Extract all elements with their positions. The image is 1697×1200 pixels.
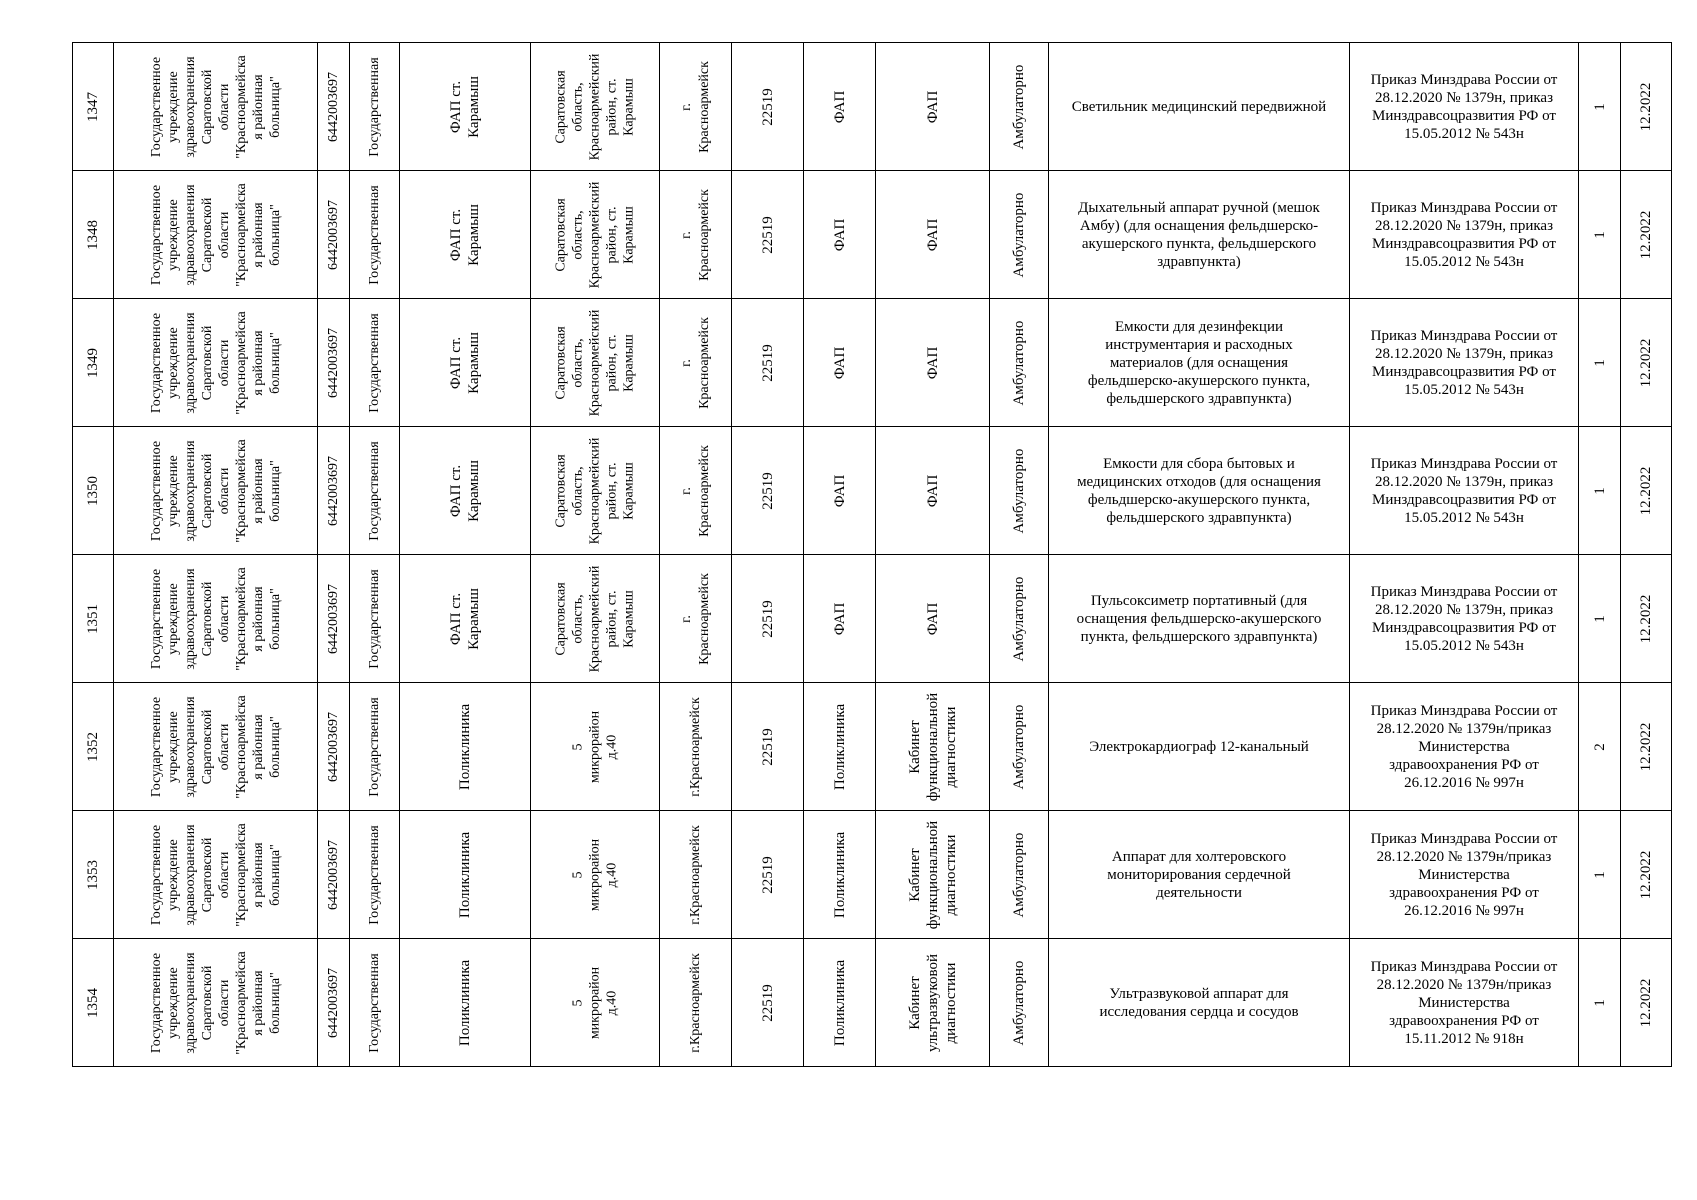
- code-cell: [732, 683, 804, 811]
- unit-cell: [804, 299, 876, 427]
- quantity-cell: [1579, 299, 1621, 427]
- regulation-order-text: Приказ Минздрава России от 28.12.2020 № 1379н, приказ Минздравсоцразвития РФ от 15.05.2012 № 543н: [1370, 455, 1558, 526]
- regulation-order-cell: [1350, 683, 1579, 811]
- quantity-text: 1: [1591, 614, 1608, 623]
- organization-cell: [114, 171, 318, 299]
- facility-text: ФАП ст. Карамыш: [448, 203, 482, 266]
- organization-text: Государственное учреждение здравоохранения Саратовской области "Красноармейска я районная больница": [148, 310, 283, 415]
- code-text: 22519: [759, 599, 776, 638]
- date-cell: [1621, 427, 1672, 555]
- ownership-cell: [350, 683, 400, 811]
- equipment-name-text: Пульсоксиметр портативный (для оснащения фельдшерско-акушерского пункта, фельдшерского здравпункта): [1076, 592, 1322, 645]
- regulation-order-cell: [1350, 43, 1579, 171]
- inn-text: 6442003697: [325, 839, 341, 910]
- ownership-text: Государственная: [366, 312, 382, 413]
- table-row: [73, 555, 1672, 683]
- table-row: [73, 939, 1672, 1067]
- facility-cell: [400, 43, 531, 171]
- address-text: Саратовская область, Красноармейский район, ст. Карамыш: [553, 437, 637, 544]
- city-text: г. Красноармейск: [678, 188, 712, 281]
- address-text: Саратовская область, Красноармейский район, ст. Карамыш: [553, 309, 637, 416]
- regulation-order-cell: [1350, 555, 1579, 683]
- room-text: Кабинет функциональной диагностики: [906, 820, 959, 929]
- date-text: 12.2022: [1638, 466, 1654, 515]
- inn-cell: [318, 427, 350, 555]
- regulation-order-cell: [1350, 299, 1579, 427]
- care-type-text: Амбулаторно: [1011, 448, 1027, 533]
- inn-text: 6442003697: [325, 327, 341, 398]
- date-cell: [1621, 171, 1672, 299]
- city-text: г. Красноармейск: [678, 60, 712, 153]
- city-cell: [660, 683, 732, 811]
- record-number-cell: [73, 939, 114, 1067]
- address-cell: [531, 427, 660, 555]
- organization-cell: [114, 427, 318, 555]
- care-type-cell: [990, 683, 1049, 811]
- quantity-cell: [1579, 427, 1621, 555]
- city-text: г. Красноармейск: [678, 572, 712, 665]
- quantity-cell: [1579, 171, 1621, 299]
- record-number-text: 1353: [85, 859, 101, 890]
- address-cell: [531, 555, 660, 683]
- record-number-cell: [73, 299, 114, 427]
- code-text: 22519: [759, 343, 776, 382]
- code-text: 22519: [759, 215, 776, 254]
- facility-text: ФАП ст. Карамыш: [448, 587, 482, 650]
- care-type-text: Амбулаторно: [1011, 576, 1027, 661]
- organization-text: Государственное учреждение здравоохранения Саратовской области "Красноармейска я районная больница": [148, 438, 283, 543]
- equipment-name-text: Аппарат для холтеровского мониторирования сердечной деятельности: [1107, 848, 1291, 901]
- organization-text: Государственное учреждение здравоохранения Саратовской области "Красноармейска я районная больница": [148, 822, 283, 927]
- city-cell: [660, 43, 732, 171]
- address-cell: [531, 683, 660, 811]
- address-cell: [531, 299, 660, 427]
- equipment-name-text: Емкости для дезинфекции инструментария и расходных материалов (для оснащения фельдшерско-акушерского пункта, фельдшерского здравпункта): [1087, 318, 1311, 407]
- unit-text: Поликлиника: [831, 959, 848, 1046]
- ownership-text: Государственная: [366, 440, 382, 541]
- ownership-cell: [350, 811, 400, 939]
- ownership-text: Государственная: [366, 568, 382, 669]
- unit-text: ФАП: [831, 602, 848, 635]
- care-type-text: Амбулаторно: [1011, 704, 1027, 789]
- city-text: г.Красноармейск: [687, 952, 703, 1053]
- quantity-text: 2: [1591, 742, 1608, 751]
- ownership-text: Государственная: [366, 696, 382, 797]
- care-type-cell: [990, 43, 1049, 171]
- city-cell: [660, 427, 732, 555]
- room-text: ФАП: [924, 346, 941, 379]
- care-type-text: Амбулаторно: [1011, 960, 1027, 1045]
- organization-text: Государственное учреждение здравоохранения Саратовской области "Красноармейска я районная больница": [148, 694, 283, 799]
- code-cell: [732, 171, 804, 299]
- code-cell: [732, 811, 804, 939]
- equipment-name-text: Светильник медицинский передвижной: [1071, 98, 1327, 115]
- regulation-order-text: Приказ Минздрава России от 28.12.2020 № 1379н/приказ Министерства здравоохранения РФ от 26.12.2016 № 997н: [1370, 702, 1558, 791]
- care-type-text: Амбулаторно: [1011, 832, 1027, 917]
- equipment-name-text: Электрокардиограф 12-канальный: [1089, 738, 1309, 755]
- equipment-name-cell: [1049, 43, 1350, 171]
- code-cell: [732, 427, 804, 555]
- date-text: 12.2022: [1638, 850, 1654, 899]
- care-type-cell: [990, 171, 1049, 299]
- care-type-text: Амбулаторно: [1011, 192, 1027, 277]
- code-cell: [732, 939, 804, 1067]
- unit-cell: [804, 171, 876, 299]
- regulation-order-cell: [1350, 171, 1579, 299]
- room-cell: [876, 683, 990, 811]
- city-text: г. Красноармейск: [678, 316, 712, 409]
- equipment-name-cell: [1049, 299, 1350, 427]
- address-cell: [531, 171, 660, 299]
- inn-cell: [318, 171, 350, 299]
- room-text: Кабинет ультразвуковой диагностики: [906, 953, 959, 1052]
- date-cell: [1621, 939, 1672, 1067]
- ownership-cell: [350, 43, 400, 171]
- regulation-order-cell: [1350, 427, 1579, 555]
- date-text: 12.2022: [1638, 210, 1654, 259]
- room-text: ФАП: [924, 90, 941, 123]
- equipment-name-cell: [1049, 171, 1350, 299]
- equipment-name-cell: [1049, 683, 1350, 811]
- quantity-cell: [1579, 939, 1621, 1067]
- date-cell: [1621, 555, 1672, 683]
- table-row: [73, 427, 1672, 555]
- inn-cell: [318, 939, 350, 1067]
- facility-cell: [400, 683, 531, 811]
- room-cell: [876, 555, 990, 683]
- facility-cell: [400, 171, 531, 299]
- facility-cell: [400, 811, 531, 939]
- record-number-text: 1347: [85, 91, 101, 122]
- facility-cell: [400, 299, 531, 427]
- code-text: 22519: [759, 983, 776, 1022]
- facility-cell: [400, 555, 531, 683]
- city-text: г.Красноармейск: [687, 696, 703, 797]
- unit-cell: [804, 427, 876, 555]
- equipment-name-text: Дыхательный аппарат ручной (мешок Амбу) (для оснащения фельдшерско- акушерского пункта, фельдшерского здравпункта): [1078, 199, 1320, 270]
- code-cell: [732, 555, 804, 683]
- inn-text: 6442003697: [325, 711, 341, 782]
- organization-text: Государственное учреждение здравоохранения Саратовской области "Красноармейска я районная больница": [148, 566, 283, 671]
- room-text: Кабинет функциональной диагностики: [906, 692, 959, 801]
- address-cell: [531, 811, 660, 939]
- record-number-text: 1348: [85, 219, 101, 250]
- organization-cell: [114, 683, 318, 811]
- address-text: 5 микрорайон д.40: [570, 966, 620, 1039]
- table-row: [73, 683, 1672, 811]
- unit-text: Поликлиника: [831, 831, 848, 918]
- code-text: 22519: [759, 727, 776, 766]
- unit-cell: [804, 683, 876, 811]
- inn-text: 6442003697: [325, 455, 341, 526]
- unit-cell: [804, 939, 876, 1067]
- ownership-text: Государственная: [366, 184, 382, 285]
- regulation-order-text: Приказ Минздрава России от 28.12.2020 № 1379н/приказ Министерства здравоохранения РФ от 15.11.2012 № 918н: [1370, 958, 1558, 1047]
- facility-text: Поликлиника: [457, 831, 473, 918]
- code-text: 22519: [759, 87, 776, 126]
- organization-text: Государственное учреждение здравоохранения Саратовской области "Красноармейска я районная больница": [148, 54, 283, 159]
- inn-text: 6442003697: [325, 583, 341, 654]
- regulation-order-cell: [1350, 939, 1579, 1067]
- regulation-order-text: Приказ Минздрава России от 28.12.2020 № 1379н, приказ Минздравсоцразвития РФ от 15.05.2012 № 543н: [1370, 199, 1558, 270]
- regulation-order-text: Приказ Минздрава России от 28.12.2020 № 1379н, приказ Минздравсоцразвития РФ от 15.05.2012 № 543н: [1370, 583, 1558, 654]
- room-cell: [876, 939, 990, 1067]
- date-text: 12.2022: [1638, 978, 1654, 1027]
- address-text: Саратовская область, Красноармейский район, ст. Карамыш: [553, 181, 637, 288]
- ownership-cell: [350, 939, 400, 1067]
- unit-text: ФАП: [831, 346, 848, 379]
- room-cell: [876, 427, 990, 555]
- equipment-name-cell: [1049, 427, 1350, 555]
- record-number-text: 1351: [85, 603, 101, 634]
- quantity-cell: [1579, 683, 1621, 811]
- inn-text: 6442003697: [325, 199, 341, 270]
- record-number-text: 1349: [85, 347, 101, 378]
- quantity-text: 1: [1591, 486, 1608, 495]
- facility-text: Поликлиника: [457, 703, 473, 790]
- ownership-cell: [350, 555, 400, 683]
- unit-cell: [804, 43, 876, 171]
- inn-text: 6442003697: [325, 71, 341, 142]
- care-type-cell: [990, 427, 1049, 555]
- inn-cell: [318, 43, 350, 171]
- code-cell: [732, 43, 804, 171]
- address-cell: [531, 939, 660, 1067]
- record-number-cell: [73, 43, 114, 171]
- ownership-cell: [350, 427, 400, 555]
- table-row: [73, 299, 1672, 427]
- city-cell: [660, 171, 732, 299]
- quantity-text: 1: [1591, 230, 1608, 239]
- city-text: г. Красноармейск: [678, 444, 712, 537]
- address-cell: [531, 43, 660, 171]
- unit-cell: [804, 811, 876, 939]
- record-number-cell: [73, 427, 114, 555]
- facility-cell: [400, 939, 531, 1067]
- room-text: ФАП: [924, 218, 941, 251]
- date-cell: [1621, 299, 1672, 427]
- equipment-name-cell: [1049, 939, 1350, 1067]
- equipment-name-cell: [1049, 555, 1350, 683]
- date-text: 12.2022: [1638, 722, 1654, 771]
- room-cell: [876, 811, 990, 939]
- organization-text: Государственное учреждение здравоохранения Саратовской области "Красноармейска я районная больница": [148, 950, 283, 1055]
- city-text: г.Красноармейск: [687, 824, 703, 925]
- address-text: 5 микрорайон д.40: [570, 710, 620, 783]
- inn-cell: [318, 683, 350, 811]
- date-text: 12.2022: [1638, 82, 1654, 131]
- quantity-cell: [1579, 43, 1621, 171]
- organization-cell: [114, 299, 318, 427]
- care-type-cell: [990, 939, 1049, 1067]
- organization-cell: [114, 555, 318, 683]
- regulation-order-text: Приказ Минздрава России от 28.12.2020 № 1379н, приказ Минздравсоцразвития РФ от 15.05.2012 № 543н: [1370, 71, 1558, 142]
- regulation-order-text: Приказ Минздрава России от 28.12.2020 № 1379н, приказ Минздравсоцразвития РФ от 15.05.2012 № 543н: [1370, 327, 1558, 398]
- unit-text: Поликлиника: [831, 703, 848, 790]
- unit-text: ФАП: [831, 90, 848, 123]
- date-text: 12.2022: [1638, 594, 1654, 643]
- record-number-cell: [73, 555, 114, 683]
- unit-text: ФАП: [831, 474, 848, 507]
- care-type-cell: [990, 811, 1049, 939]
- city-cell: [660, 939, 732, 1067]
- equipment-name-text: Ультразвуковой аппарат для исследования сердца и сосудов: [1099, 985, 1299, 1020]
- address-text: Саратовская область, Красноармейский район, ст. Карамыш: [553, 565, 637, 672]
- address-text: 5 микрорайон д.40: [570, 838, 620, 911]
- record-number-text: 1350: [85, 475, 101, 506]
- organization-cell: [114, 811, 318, 939]
- ownership-cell: [350, 299, 400, 427]
- quantity-text: 1: [1591, 358, 1608, 367]
- table-row: [73, 171, 1672, 299]
- quantity-text: 1: [1591, 102, 1608, 111]
- unit-cell: [804, 555, 876, 683]
- city-cell: [660, 811, 732, 939]
- code-text: 22519: [759, 471, 776, 510]
- equipment-name-text: Емкости для сбора бытовых и медицинских отходов (для оснащения фельдшерско-акушерского пункта, фельдшерского здравпункта): [1077, 455, 1321, 526]
- table-row: [73, 811, 1672, 939]
- inn-text: 6442003697: [325, 967, 341, 1038]
- facility-text: ФАП ст. Карамыш: [448, 459, 482, 522]
- table-body: [73, 43, 1672, 1067]
- regulation-order-cell: [1350, 811, 1579, 939]
- equipment-table: [72, 42, 1672, 1067]
- room-cell: [876, 171, 990, 299]
- organization-cell: [114, 43, 318, 171]
- ownership-text: Государственная: [366, 824, 382, 925]
- inn-cell: [318, 811, 350, 939]
- inn-cell: [318, 555, 350, 683]
- care-type-text: Амбулаторно: [1011, 64, 1027, 149]
- facility-text: ФАП ст. Карамыш: [448, 75, 482, 138]
- date-cell: [1621, 683, 1672, 811]
- facility-text: ФАП ст. Карамыш: [448, 331, 482, 394]
- care-type-text: Амбулаторно: [1011, 320, 1027, 405]
- quantity-text: 1: [1591, 870, 1608, 879]
- quantity-text: 1: [1591, 998, 1608, 1007]
- quantity-cell: [1579, 555, 1621, 683]
- organization-text: Государственное учреждение здравоохранения Саратовской области "Красноармейска я районная больница": [148, 182, 283, 287]
- room-cell: [876, 43, 990, 171]
- city-cell: [660, 555, 732, 683]
- date-cell: [1621, 811, 1672, 939]
- regulation-order-text: Приказ Минздрава России от 28.12.2020 № 1379н/приказ Министерства здравоохранения РФ от 26.12.2016 № 997н: [1370, 830, 1558, 919]
- facility-text: Поликлиника: [457, 959, 473, 1046]
- inn-cell: [318, 299, 350, 427]
- record-number-cell: [73, 683, 114, 811]
- room-text: ФАП: [924, 602, 941, 635]
- date-text: 12.2022: [1638, 338, 1654, 387]
- care-type-cell: [990, 555, 1049, 683]
- code-text: 22519: [759, 855, 776, 894]
- code-cell: [732, 299, 804, 427]
- ownership-text: Государственная: [366, 56, 382, 157]
- record-number-text: 1352: [85, 731, 101, 762]
- care-type-cell: [990, 299, 1049, 427]
- room-text: ФАП: [924, 474, 941, 507]
- city-cell: [660, 299, 732, 427]
- facility-cell: [400, 427, 531, 555]
- equipment-name-cell: [1049, 811, 1350, 939]
- room-cell: [876, 299, 990, 427]
- organization-cell: [114, 939, 318, 1067]
- address-text: Саратовская область, Красноармейский район, ст. Карамыш: [553, 53, 637, 160]
- quantity-cell: [1579, 811, 1621, 939]
- date-cell: [1621, 43, 1672, 171]
- ownership-cell: [350, 171, 400, 299]
- record-number-cell: [73, 171, 114, 299]
- unit-text: ФАП: [831, 218, 848, 251]
- ownership-text: Государственная: [366, 952, 382, 1053]
- table-row: [73, 43, 1672, 171]
- record-number-text: 1354: [85, 987, 101, 1018]
- record-number-cell: [73, 811, 114, 939]
